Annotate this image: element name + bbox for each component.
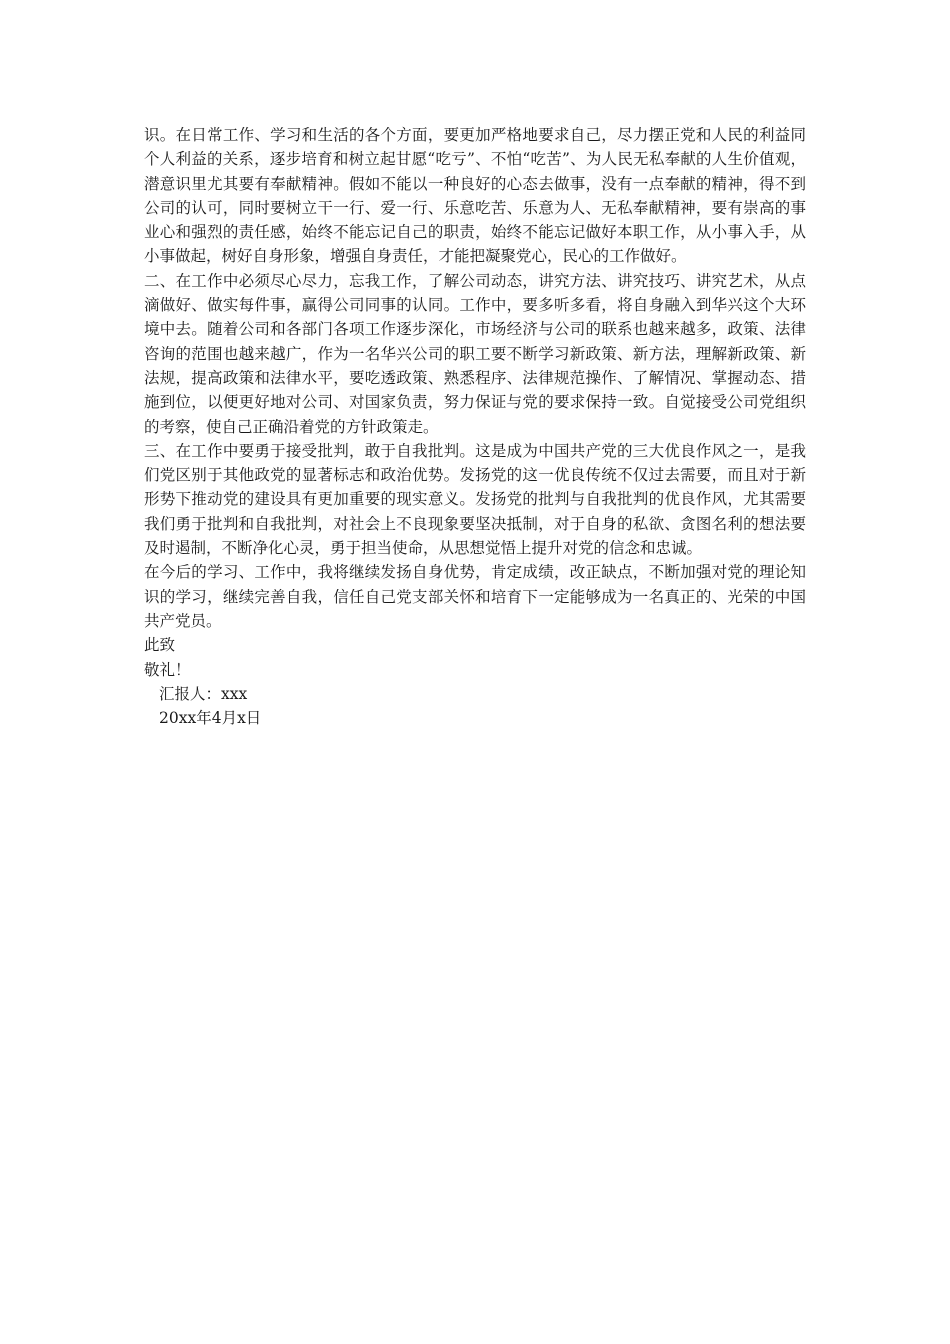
body-paragraph-3: 三、在工作中要勇于接受批判，敢于自我批判。这是成为中国共产党的三大优良作风之一，是我们党区别于其他政党的显著标志和政治优势。发扬党的这一优良传统不仅过去需要，而且对于新形势下推动党的建设具有更加重要的现实意义。发扬党的批判与自我批判的优良作风，尤其需要我们勇于批判和自我批判，对社会上不良现象要坚决抵制，对于自身的私欲、贪图名利的想法要及时遏制，不断净化心灵，勇于担当使命，从思想觉悟上提升对党的信念和忠诚。 — [144, 441, 806, 558]
closing-salutation-2: 敬礼！ — [144, 660, 191, 679]
body-paragraph-4: 在今后的学习、工作中，我将继续发扬自身优势，肯定成绩，改正缺点，不断加强对党的理论知识的学习，继续完善自我，信任自己党支部关怀和培育下一定能够成为一名真正的、光荣的中国共产党员。 — [144, 563, 806, 630]
document-body — [144, 123, 806, 730]
body-paragraph-1: 识。在日常工作、学习和生活的各个方面，要更加严格地要求自己，尽力摆正党和人民的利益同个人利益的关系，逐步培育和树立起甘愿“吃亏”、不怕“吃苦”、为人民无私奉献的人生价值观，潜意识里尤其要有奉献精神。假如不能以一种良好的心态去做事，没有一点奉献的精神，得不到公司的认可，同时要树立干一行、爱一行、乐意吃苦、乐意为人、无私奉献精神，要有崇高的事业心和强烈的责任感，始终不能忘记自己的职责，始终不能忘记做好本职工作，从小事入手，从小事做起，树好自身形象，增强自身责任，才能把凝聚党心，民心的工作做好。 — [144, 126, 806, 266]
reporter-signature: 汇报人：xxx — [159, 684, 248, 703]
body-paragraph-2: 二、在工作中必须尽心尽力，忘我工作，了解公司动态，讲究方法、讲究技巧、讲究艺术，从点滴做好、做实每件事，赢得公司同事的认同。工作中，要多听多看，将自身融入到华兴这个大环境中去。随着公司和各部门各项工作逐步深化，市场经济与公司的联系也越来越多，政策、法律咨询的范围也越来越广，作为一名华兴公司的职工要不断学习新政策、新方法，理解新政策、新法规，提高政策和法律水平，要吃透政策、熟悉程序、法律规范操作、了解情况、掌握动态、措施到位，以便更好地对公司、对国家负责，努力保证与党的要求保持一致。自觉接受公司党组织的考察，使自己正确沿着党的方针政策走。 — [144, 271, 806, 436]
closing-salutation-1: 此致 — [144, 636, 176, 655]
report-date: 20xx年4月x日 — [159, 709, 262, 728]
